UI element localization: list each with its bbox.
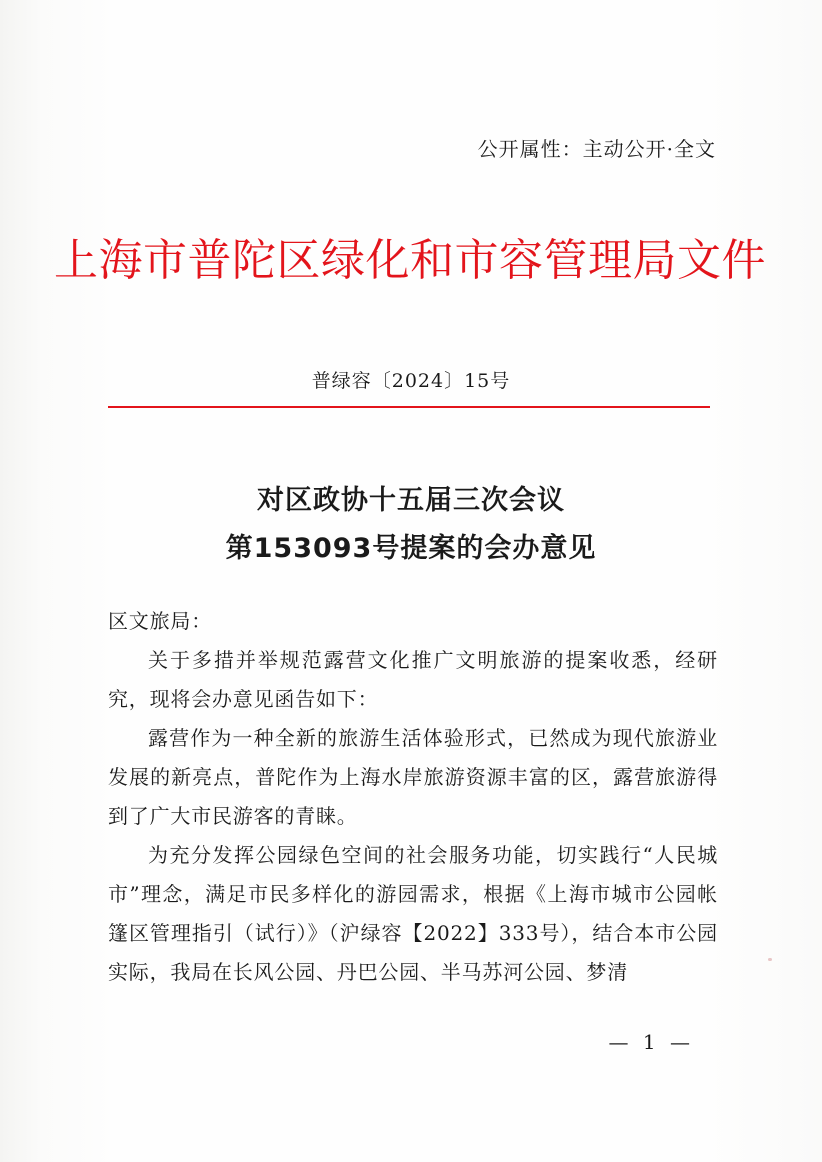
disclosure-attribute: 公开属性：主动公开·全文 bbox=[477, 137, 716, 161]
body-paragraph: 为充分发挥公园绿色空间的社会服务功能，切实践行“人民城市”理念，满足市民多样化的游园需求，根据《上海市城市公园帐篷区管理指引（试行）》（沪绿容【2022】333号），结合本市公园实际，我局在长风公园、丹巴公园、半马苏河公园、梦清 bbox=[108, 843, 718, 984]
salutation: 区文旅局： bbox=[108, 609, 212, 633]
document-title-line-2: 第153093号提案的会办意见 bbox=[225, 533, 597, 564]
red-divider-line bbox=[108, 406, 710, 408]
scan-speck bbox=[768, 958, 772, 961]
document-number: 普绿容〔2024〕15号 bbox=[311, 370, 511, 392]
body-paragraph: 关于多措并举规范露营文化推广文明旅游的提案收悉，经研究，现将会办意见函告如下： bbox=[108, 648, 718, 711]
body-paragraph: 露营作为一种全新的旅游生活体验形式，已然成为现代旅游业发展的新亮点，普陀作为上海水岸旅游资源丰富的区，露营旅游得到了广大市民游客的青睐。 bbox=[108, 726, 718, 828]
document-body bbox=[108, 602, 718, 992]
agency-header-title: 上海市普陀区绿化和市容管理局文件 bbox=[54, 235, 766, 286]
page-number: — 1 — bbox=[608, 1030, 694, 1054]
document-title-line-1: 对区政协十五届三次会议 bbox=[257, 485, 565, 516]
